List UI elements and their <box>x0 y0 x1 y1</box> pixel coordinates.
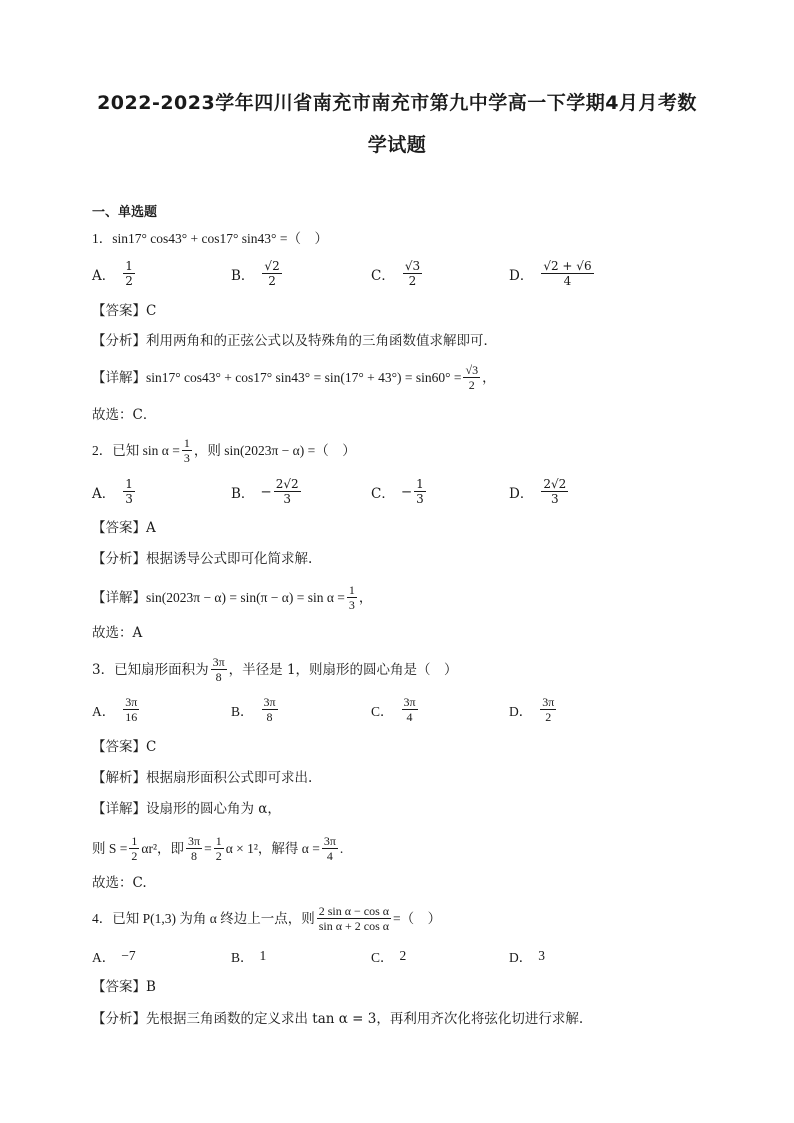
q3-detail: 【详解】设扇形的圆心角为 α， <box>92 801 281 817</box>
q1-b-fraction <box>262 259 281 288</box>
question-2-stem <box>92 436 356 465</box>
q2-a-label: A． <box>92 485 116 502</box>
q2-choose: 故选：A <box>92 625 143 641</box>
q1-detail-suffix: ， <box>482 369 496 385</box>
q4-option-d <box>509 946 545 966</box>
q3-stem-den: 8 <box>215 670 222 684</box>
q1-option-b <box>231 259 284 288</box>
q3-stem-suffix: ，半径是 1，则扇形的圆心角是（ ） <box>228 661 458 678</box>
q3-d-den: 2 <box>545 710 552 724</box>
q3-f1-mid: αr²，即 <box>141 840 184 856</box>
q4-c-label: C． <box>371 950 394 965</box>
q1-option-a <box>92 259 137 288</box>
q1-answer: 【答案】C <box>92 303 157 319</box>
q2-detail <box>92 583 372 612</box>
q1-a-num: 1 <box>125 259 133 273</box>
q2-stem-prefix: 2．已知 sin α = <box>92 442 180 458</box>
q3-a-den: 16 <box>125 710 138 724</box>
q4-stem-prefix: 4．已知 P(1,3) 为角 α 终边上一点，则 <box>92 910 315 926</box>
q1-c-fraction <box>403 259 422 288</box>
q3-f2-num: 3π <box>188 834 201 848</box>
q3-f4-fraction <box>322 834 338 863</box>
q4-answer: 【答案】B <box>92 979 156 995</box>
page-title-line-2: 学试题 <box>367 134 427 156</box>
q2-b-label: B． <box>231 485 255 502</box>
q4-stem-num: 2 sin α − cos α <box>318 904 390 918</box>
q1-c-den: 2 <box>408 274 417 288</box>
q3-c-fraction <box>402 695 418 724</box>
q1-detail-fraction <box>463 363 480 392</box>
q3-f2-den: 8 <box>191 849 198 863</box>
q3-c-num: 3π <box>403 695 416 709</box>
q2-option-d <box>509 477 570 506</box>
q1-a-fraction <box>123 259 135 288</box>
q3-c-den: 4 <box>406 710 413 724</box>
q1-d-fraction <box>541 259 593 288</box>
q4-stem-den: sin α + 2 cos α <box>318 919 390 933</box>
q2-c-label: C． <box>371 485 395 502</box>
q1-detail-den: 2 <box>468 378 475 392</box>
q2-detail-text: 【详解】sin(2023π − α) = sin(π − α) = sin α = <box>92 589 345 605</box>
q2-c-den: 3 <box>416 492 424 506</box>
q2-answer: 【答案】A <box>92 520 156 536</box>
q2-d-fraction <box>541 477 568 506</box>
section-heading: 一、单选题 <box>92 205 158 220</box>
q1-detail <box>92 363 496 392</box>
question-3-stem <box>92 655 458 684</box>
q1-c-label: C． <box>371 267 395 284</box>
q3-f1-den: 2 <box>131 849 138 863</box>
q3-f2-fraction <box>186 834 202 863</box>
q4-b-value: 1 <box>259 948 267 963</box>
q2-b-sign: − <box>260 483 272 500</box>
q3-choose: 故选：C. <box>92 875 147 891</box>
q3-f4-end: . <box>339 840 344 856</box>
q3-f4-den: 4 <box>326 849 333 863</box>
q1-detail-num: √3 <box>465 363 479 377</box>
q2-d-label: D． <box>509 485 534 502</box>
q3-a-fraction <box>123 695 139 724</box>
q1-c-num: √3 <box>404 259 421 273</box>
q1-option-d <box>509 259 596 288</box>
q3-a-label: A． <box>92 703 116 719</box>
q4-stem-suffix: =（ ） <box>393 910 442 926</box>
q3-option-b <box>231 695 280 724</box>
q3-option-d <box>509 695 558 724</box>
q2-c-num: 1 <box>416 477 424 491</box>
q2-stem-num: 1 <box>183 436 190 450</box>
q1-d-den: 4 <box>563 274 572 288</box>
q3-stem-prefix: 3．已知扇形面积为 <box>92 661 209 678</box>
q4-a-value: −7 <box>121 948 136 963</box>
q2-analysis: 【分析】根据诱导公式即可化简求解. <box>92 551 313 567</box>
q2-stem-suffix: ，则 sin(2023π − α) =（ ） <box>193 442 356 458</box>
q2-a-den: 3 <box>125 492 133 506</box>
q3-d-fraction <box>540 695 556 724</box>
q3-f3-den: 2 <box>215 849 222 863</box>
q2-b-den: 3 <box>283 492 292 506</box>
q3-option-c <box>371 695 420 724</box>
q1-d-num: √2 + √6 <box>543 259 592 273</box>
q4-d-label: D． <box>509 950 533 965</box>
q4-c-value: 2 <box>399 948 407 963</box>
q2-c-fraction <box>414 477 426 506</box>
q2-d-den: 3 <box>550 492 559 506</box>
q4-option-a <box>92 946 136 966</box>
q3-b-den: 8 <box>266 710 273 724</box>
q3-d-num: 3π <box>542 695 555 709</box>
page-title-line-1: 2022-2023学年四川省南充市南充市第九中学高一下学期4月月考数 <box>97 92 697 114</box>
q3-analysis: 【解析】根据扇形面积公式即可求出. <box>92 770 313 786</box>
q3-stem-num: 3π <box>212 655 225 669</box>
q2-option-c <box>371 477 428 506</box>
q4-option-c <box>371 946 406 966</box>
q2-b-fraction <box>274 477 301 506</box>
q2-a-fraction <box>123 477 135 506</box>
q3-f3-mid: α × 1²，解得 α = <box>225 840 320 856</box>
q2-stem-fraction <box>182 436 192 465</box>
q2-b-num: 2√2 <box>275 477 299 491</box>
q3-f1-fraction <box>129 834 139 863</box>
question-4-stem <box>92 904 441 933</box>
q3-formula <box>92 834 343 863</box>
q3-f1-pre: 则 S = <box>92 840 128 856</box>
q2-d-num: 2√2 <box>543 477 567 491</box>
q1-a-den: 2 <box>125 274 133 288</box>
q3-b-fraction <box>262 695 278 724</box>
q3-f2-mid: = <box>204 840 212 856</box>
q4-b-label: B． <box>231 950 254 965</box>
q1-analysis: 【分析】利用两角和的正弦公式以及特殊角的三角函数值求解即可． <box>92 333 497 349</box>
q2-stem-den: 3 <box>183 451 190 465</box>
q4-stem-fraction <box>317 904 391 933</box>
q4-a-label: A． <box>92 950 116 965</box>
q2-option-b <box>231 477 303 506</box>
question-1-stem: 1．sin17° cos43° + cos17° sin43° =（ ） <box>92 231 328 246</box>
q2-option-a <box>92 477 137 506</box>
q2-detail-den: 3 <box>348 598 355 612</box>
q2-detail-num: 1 <box>348 583 355 597</box>
q3-f4-num: 3π <box>323 834 336 848</box>
q1-b-den: 2 <box>268 274 276 288</box>
q1-d-label: D． <box>509 267 534 284</box>
q4-analysis: 【分析】先根据三角函数的定义求出 tan α = 3，再利用齐次化将弦化切进行求解. <box>92 1011 584 1027</box>
q3-d-label: D． <box>509 703 533 719</box>
q1-b-label: B． <box>231 267 255 284</box>
q3-b-label: B． <box>231 703 254 719</box>
q3-option-a <box>92 695 141 724</box>
q1-choose: 故选：C． <box>92 407 157 423</box>
q1-detail-text: 【详解】sin17° cos43° + cos17° sin43° = sin(17° + 43°) = sin60° = <box>92 369 462 385</box>
q3-answer: 【答案】C <box>92 739 157 755</box>
q4-option-b <box>231 946 266 966</box>
q4-d-value: 3 <box>538 948 545 963</box>
q1-option-c <box>371 259 424 288</box>
q2-a-num: 1 <box>125 477 133 491</box>
q3-stem-fraction <box>211 655 227 684</box>
q3-b-num: 3π <box>263 695 276 709</box>
q1-a-label: A． <box>92 267 116 284</box>
q1-b-num: √2 <box>264 259 280 273</box>
q2-c-sign: − <box>400 483 413 500</box>
q3-a-num: 3π <box>125 695 138 709</box>
q3-f1-num: 1 <box>131 834 138 848</box>
q2-detail-suffix: ， <box>358 589 373 605</box>
q3-f3-fraction <box>214 834 224 863</box>
q3-c-label: C． <box>371 703 394 719</box>
q3-f3-num: 1 <box>215 834 222 848</box>
q2-detail-fraction <box>347 583 357 612</box>
